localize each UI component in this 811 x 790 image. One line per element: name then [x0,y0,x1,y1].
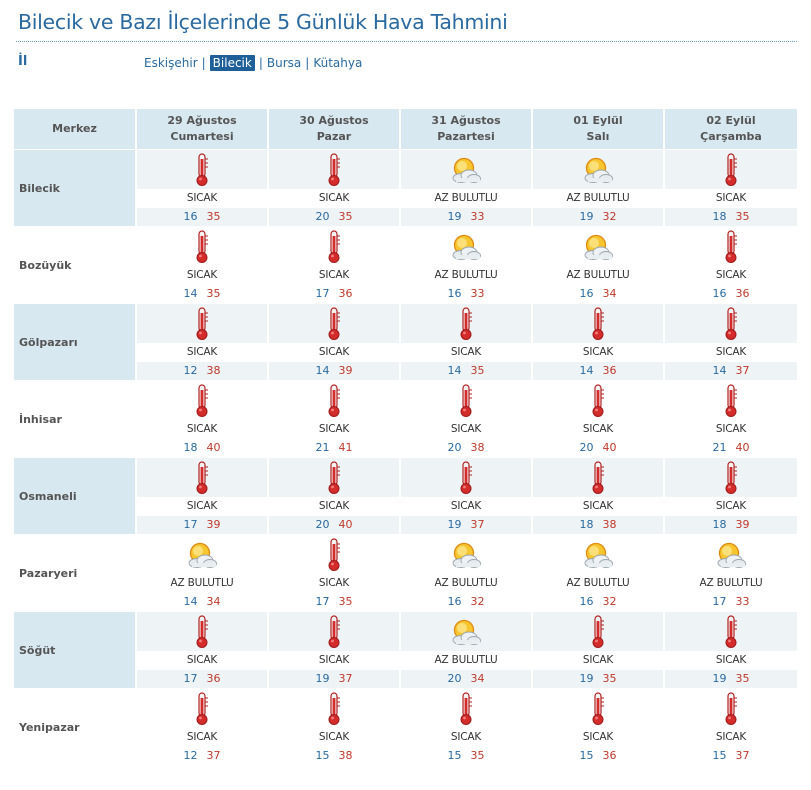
partly-cloudy-icon [533,227,663,266]
min-temperature: 15 [712,749,727,762]
forecast-cell [533,303,665,380]
temperature-range [665,208,797,226]
temperature-range [665,285,797,303]
max-temperature: 33 [735,595,750,608]
weather-condition: SICAK [665,420,797,439]
max-temperature: 35 [206,287,221,300]
forecast-cell [137,457,269,534]
weather-condition: SICAK [533,728,663,747]
forecast-cell [665,226,797,303]
weather-condition: SICAK [401,497,531,516]
max-temperature: 38 [470,441,485,454]
forecast-cell [269,149,401,226]
max-temperature: 35 [338,595,353,608]
min-temperature: 14 [447,364,462,377]
temperature-range [533,439,663,457]
temperature-range [137,285,267,303]
max-temperature: 39 [735,518,750,531]
min-temperature: 16 [579,287,594,300]
nav-separator: | [201,56,206,70]
max-temperature: 35 [602,672,617,685]
min-temperature: 19 [315,672,330,685]
province-link-bilecik[interactable]: Bilecik [210,55,255,71]
thermometer-hot-icon [533,304,663,343]
weather-condition: AZ BULUTLU [665,574,797,593]
weather-condition: AZ BULUTLU [401,189,531,208]
temperature-range [269,670,399,688]
forecast-cell [665,611,797,688]
max-temperature: 37 [470,518,485,531]
weather-condition: SICAK [665,343,797,362]
weather-condition: SICAK [401,728,531,747]
max-temperature: 36 [206,672,221,685]
thermometer-hot-icon [137,458,267,497]
min-temperature: 20 [579,441,594,454]
min-temperature: 15 [579,749,594,762]
min-temperature: 14 [183,595,198,608]
weather-condition: SICAK [665,497,797,516]
temperature-range [401,516,531,534]
max-temperature: 36 [338,287,353,300]
temperature-range [665,516,797,534]
max-temperature: 35 [735,672,750,685]
weather-condition: AZ BULUTLU [137,574,267,593]
max-temperature: 36 [602,749,617,762]
weather-condition: SICAK [665,266,797,285]
forecast-cell [401,457,533,534]
forecast-cell [665,688,797,765]
forecast-cell [269,611,401,688]
day-date: 01 Eylül [573,114,623,127]
thermometer-hot-icon [665,458,797,497]
weather-condition: SICAK [533,497,663,516]
temperature-range [137,208,267,226]
max-temperature: 41 [338,441,353,454]
temperature-range [533,670,663,688]
temperature-range [269,208,399,226]
min-temperature: 17 [183,672,198,685]
day-weekday: Salı [586,130,610,143]
day-header [665,109,797,149]
temperature-range [665,747,797,765]
thermometer-hot-icon [665,227,797,266]
thermometer-hot-icon [665,612,797,651]
min-temperature: 18 [712,518,727,531]
min-temperature: 16 [579,595,594,608]
weather-condition: AZ BULUTLU [533,189,663,208]
district-name: Pazaryeri [14,534,137,611]
province-nav [144,55,362,71]
min-temperature: 19 [712,672,727,685]
temperature-range [269,285,399,303]
forecast-cell [533,149,665,226]
max-temperature: 35 [338,210,353,223]
forecast-cell [401,611,533,688]
forecast-cell [269,688,401,765]
min-temperature: 20 [315,210,330,223]
thermometer-hot-icon [269,535,399,574]
temperature-range [269,593,399,611]
thermometer-hot-icon [137,150,267,189]
district-row [14,534,797,611]
min-temperature: 18 [183,441,198,454]
temperature-range [269,439,399,457]
district-name: Yenipazar [14,688,137,765]
max-temperature: 39 [338,364,353,377]
district-name: Söğüt [14,611,137,688]
day-date: 02 Eylül [706,114,756,127]
temperature-range [665,362,797,380]
max-temperature: 35 [206,210,221,223]
temperature-range [533,593,663,611]
max-temperature: 37 [338,672,353,685]
temperature-range [401,670,531,688]
day-date: 29 Ağustos [167,114,237,127]
min-temperature: 14 [712,364,727,377]
temperature-range [533,285,663,303]
day-header [533,109,665,149]
header-row [14,109,797,149]
min-temperature: 15 [447,749,462,762]
weather-condition: AZ BULUTLU [533,266,663,285]
max-temperature: 32 [602,595,617,608]
il-label: İl [18,54,28,69]
thermometer-hot-icon [137,304,267,343]
forecast-cell [269,534,401,611]
district-row [14,688,797,765]
temperature-range [137,747,267,765]
weather-condition: AZ BULUTLU [401,574,531,593]
weather-condition: SICAK [137,420,267,439]
thermometer-hot-icon [269,304,399,343]
weather-condition: SICAK [137,189,267,208]
max-temperature: 40 [735,441,750,454]
weather-condition: SICAK [137,343,267,362]
forecast-cell [665,534,797,611]
weather-condition: SICAK [665,651,797,670]
forecast-cell [665,457,797,534]
forecast-cell [269,226,401,303]
max-temperature: 40 [206,441,221,454]
nav-separator: | [305,56,310,70]
min-temperature: 17 [315,287,330,300]
weather-condition: SICAK [137,266,267,285]
forecast-cell [269,303,401,380]
thermometer-hot-icon [137,689,267,728]
max-temperature: 38 [338,749,353,762]
province-link-eskisehir[interactable]: Eskişehir [144,56,198,70]
corner-header: Merkez [14,109,137,149]
thermometer-hot-icon [269,150,399,189]
weather-condition: SICAK [533,651,663,670]
weather-condition: SICAK [269,728,399,747]
min-temperature: 19 [579,672,594,685]
forecast-cell [401,149,533,226]
day-date: 30 Ağustos [299,114,369,127]
max-temperature: 32 [602,210,617,223]
forecast-cell [533,611,665,688]
district-row [14,149,797,226]
title-divider [16,41,797,42]
max-temperature: 36 [602,364,617,377]
partly-cloudy-icon [665,535,797,574]
forecast-table [14,109,797,765]
district-name: Bilecik [14,149,137,226]
max-temperature: 34 [470,672,485,685]
temperature-range [533,747,663,765]
partly-cloudy-icon [401,612,531,651]
temperature-range [401,362,531,380]
temperature-range [401,593,531,611]
weather-condition: SICAK [269,420,399,439]
district-row [14,380,797,457]
max-temperature: 40 [338,518,353,531]
max-temperature: 35 [470,749,485,762]
thermometer-hot-icon [401,381,531,420]
min-temperature: 15 [315,749,330,762]
weather-condition: SICAK [269,574,399,593]
min-temperature: 21 [315,441,330,454]
thermometer-hot-icon [137,612,267,651]
forecast-cell [137,534,269,611]
thermometer-hot-icon [533,458,663,497]
forecast-cell [137,149,269,226]
temperature-range [665,670,797,688]
partly-cloudy-icon [401,150,531,189]
min-temperature: 18 [712,210,727,223]
thermometer-hot-icon [533,381,663,420]
forecast-cell [137,226,269,303]
min-temperature: 19 [447,518,462,531]
forecast-cell [665,303,797,380]
max-temperature: 34 [206,595,221,608]
province-link-kutahya[interactable]: Kütahya [313,56,363,70]
district-row [14,226,797,303]
weather-condition: SICAK [137,651,267,670]
forecast-cell [533,380,665,457]
thermometer-hot-icon [269,227,399,266]
thermometer-hot-icon [269,689,399,728]
thermometer-hot-icon [401,689,531,728]
thermometer-hot-icon [137,381,267,420]
max-temperature: 36 [735,287,750,300]
thermometer-hot-icon [401,304,531,343]
weather-condition: SICAK [269,266,399,285]
max-temperature: 32 [470,595,485,608]
district-name: İnhisar [14,380,137,457]
min-temperature: 16 [447,595,462,608]
max-temperature: 38 [602,518,617,531]
partly-cloudy-icon [401,535,531,574]
forecast-cell [137,688,269,765]
min-temperature: 21 [712,441,727,454]
district-name: Osmaneli [14,457,137,534]
min-temperature: 16 [183,210,198,223]
forecast-cell [137,303,269,380]
max-temperature: 34 [602,287,617,300]
day-weekday: Pazar [316,130,352,143]
day-date: 31 Ağustos [431,114,501,127]
thermometer-hot-icon [137,227,267,266]
min-temperature: 14 [183,287,198,300]
thermometer-hot-icon [269,612,399,651]
district-row [14,457,797,534]
min-temperature: 12 [183,749,198,762]
temperature-range [269,747,399,765]
thermometer-hot-icon [401,458,531,497]
forecast-cell [137,611,269,688]
thermometer-hot-icon [665,304,797,343]
temperature-range [137,670,267,688]
forecast-cell [533,226,665,303]
weather-condition: SICAK [269,189,399,208]
min-temperature: 14 [315,364,330,377]
max-temperature: 40 [602,441,617,454]
district-row [14,611,797,688]
partly-cloudy-icon [533,535,663,574]
thermometer-hot-icon [269,458,399,497]
max-temperature: 39 [206,518,221,531]
temperature-range [269,516,399,534]
min-temperature: 17 [315,595,330,608]
temperature-range [137,439,267,457]
forecast-cell [533,688,665,765]
weather-condition: SICAK [665,728,797,747]
min-temperature: 20 [447,441,462,454]
max-temperature: 35 [470,364,485,377]
weather-condition: SICAK [137,497,267,516]
temperature-range [137,362,267,380]
temperature-range [665,593,797,611]
forecast-cell [401,380,533,457]
temperature-range [401,439,531,457]
max-temperature: 37 [735,749,750,762]
weather-condition: AZ BULUTLU [401,651,531,670]
temperature-range [137,593,267,611]
min-temperature: 18 [579,518,594,531]
thermometer-hot-icon [665,150,797,189]
weather-condition: AZ BULUTLU [533,574,663,593]
partly-cloudy-icon [533,150,663,189]
max-temperature: 37 [735,364,750,377]
max-temperature: 37 [206,749,221,762]
min-temperature: 20 [447,672,462,685]
temperature-range [401,285,531,303]
thermometer-hot-icon [269,381,399,420]
weather-condition: SICAK [533,420,663,439]
day-header [401,109,533,149]
weather-condition: SICAK [533,343,663,362]
weather-condition: SICAK [269,651,399,670]
day-header [269,109,401,149]
province-link-bursa[interactable]: Bursa [266,56,302,70]
thermometer-hot-icon [665,689,797,728]
max-temperature: 33 [470,210,485,223]
thermometer-hot-icon [533,689,663,728]
page-title: Bilecik ve Bazı İlçelerinde 5 Günlük Hava Tahmini [18,10,508,34]
day-weekday: Pazartesi [437,130,495,143]
max-temperature: 33 [470,287,485,300]
min-temperature: 17 [712,595,727,608]
district-name: Gölpazarı [14,303,137,380]
forecast-cell [533,457,665,534]
day-header [137,109,269,149]
max-temperature: 35 [735,210,750,223]
nav-separator: | [258,56,263,70]
min-temperature: 19 [447,210,462,223]
min-temperature: 14 [579,364,594,377]
forecast-cell [665,380,797,457]
thermometer-hot-icon [665,381,797,420]
partly-cloudy-icon [137,535,267,574]
weather-condition: SICAK [137,728,267,747]
temperature-range [533,208,663,226]
weather-condition: AZ BULUTLU [401,266,531,285]
day-weekday: Çarşamba [700,130,762,143]
temperature-range [401,208,531,226]
forecast-cell [269,457,401,534]
district-name: Bozüyük [14,226,137,303]
min-temperature: 16 [447,287,462,300]
thermometer-hot-icon [533,612,663,651]
forecast-cell [533,534,665,611]
min-temperature: 12 [183,364,198,377]
min-temperature: 17 [183,518,198,531]
min-temperature: 16 [712,287,727,300]
max-temperature: 38 [206,364,221,377]
district-row [14,303,797,380]
temperature-range [533,516,663,534]
weather-condition: SICAK [401,420,531,439]
weather-condition: SICAK [269,497,399,516]
temperature-range [137,516,267,534]
weather-condition: SICAK [665,189,797,208]
day-weekday: Cumartesi [170,130,234,143]
weather-condition: SICAK [269,343,399,362]
weather-condition: SICAK [401,343,531,362]
temperature-range [401,747,531,765]
forecast-cell [269,380,401,457]
forecast-cell [401,226,533,303]
forecast-cell [401,688,533,765]
temperature-range [665,439,797,457]
min-temperature: 20 [315,518,330,531]
forecast-cell [665,149,797,226]
forecast-cell [401,303,533,380]
forecast-cell [401,534,533,611]
temperature-range [533,362,663,380]
min-temperature: 19 [579,210,594,223]
temperature-range [269,362,399,380]
partly-cloudy-icon [401,227,531,266]
forecast-cell [137,380,269,457]
